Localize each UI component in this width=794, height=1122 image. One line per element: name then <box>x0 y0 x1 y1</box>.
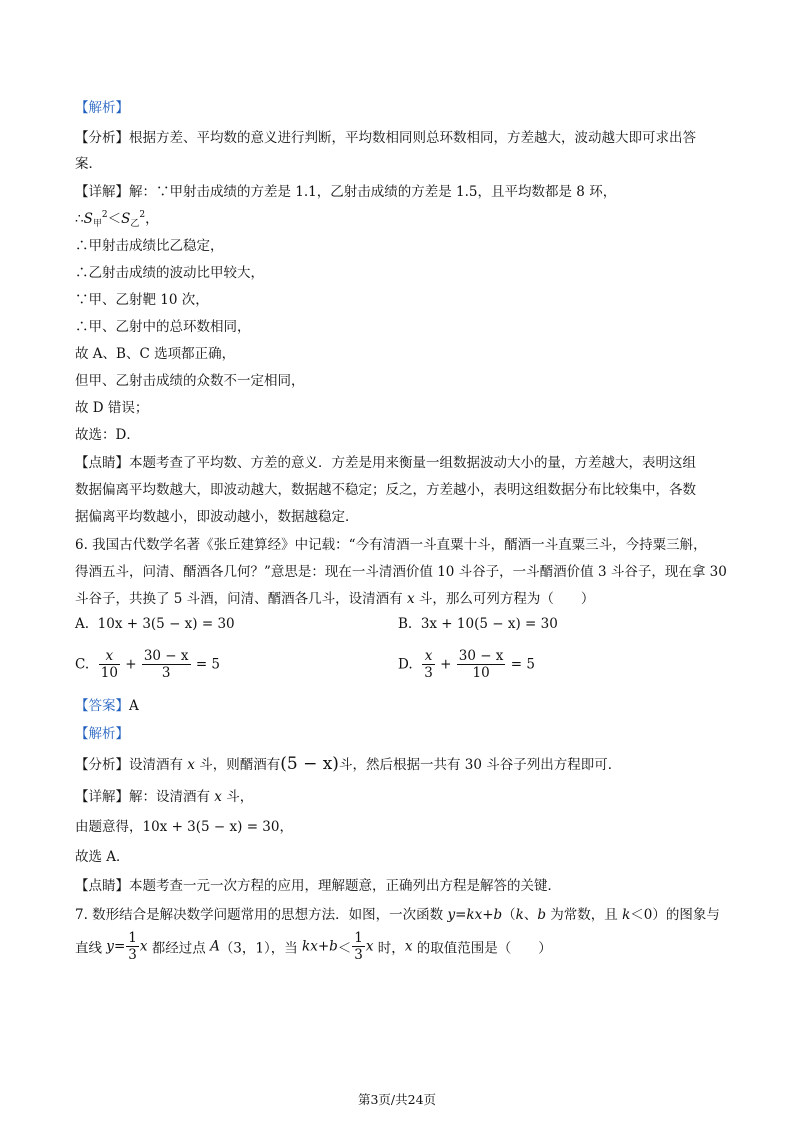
option-a: A. 10x + 3(5 − x) = 30 <box>75 616 235 632</box>
question-6-line: 斗谷子，共换了 5 斗酒，问清、醑酒各几斗，设清酒有 x 斗，那么可列方程为（ ） <box>75 591 595 607</box>
question-7-line: 直线 y= $\frac{1}{3}$ x 都经过点 A（3，1），当 kx+b＜ $\frac{1}{3}$ x 时，x 的取值范围是（ ） <box>75 930 552 963</box>
detail-line: 故选：D． <box>75 427 140 443</box>
option-d-fraction-1: $\frac{x}{3}$ <box>424 648 433 681</box>
option-c-fraction-1: $\frac{x}{10}$ <box>100 648 118 681</box>
detail-line: ∵甲、乙射靶 10 次， <box>75 292 209 308</box>
question-6-line: 6. 我国古代数学名著《张丘建算经》中记载：“今有清酒一斗直粟十斗，醑酒一斗直粟三斗，今持粟三斛， <box>75 537 707 553</box>
analysis-paragraph-line: 【分析】设清酒有 x 斗，则醑酒有(5 − x)斗，然后根据一共有 30 斗谷子列出方程即可． <box>75 754 622 774</box>
variance-compare-line: $\therefore S_甲^2<S_乙^2$， <box>75 210 159 229</box>
detail-line: 【详解】解：设清酒有 x 斗， <box>75 789 254 805</box>
detail-line: 【详解】解：∵甲射击成绩的方差是 1.1，乙射击成绩的方差是 1.5，且平均数都是 8 环， <box>75 184 617 200</box>
comment-line: 【点睛】本题考查了平均数、方差的意义．方差是用来衡量一组数据波动大小的量，方差越大，表明这组 <box>75 455 696 471</box>
comment-line: 【点睛】本题考查一元一次方程的应用，理解题意，正确列出方程是解答的关键． <box>75 878 561 894</box>
analysis-heading: 【解析】 <box>75 726 129 742</box>
analysis-paragraph-line: 案． <box>75 156 102 172</box>
comment-line: 据偏离平均数越小，即波动越小，数据越稳定． <box>75 509 359 525</box>
one-third-fraction: $\frac{1}{3}$ <box>354 930 363 963</box>
comment-line: 数据偏离平均数越大，即波动越大，数据越不稳定；反之，方差越小，表明这组数据分布比较集中，各数 <box>75 482 696 498</box>
option-b-equation: 3x + 10(5 − x) = 30 <box>420 616 558 632</box>
option-a-equation: 10x + 3(5 − x) = 30 <box>97 616 235 632</box>
detail-line: ∴甲、乙射中的总环数相同， <box>75 319 251 335</box>
page-number-footer: 第3页/共24页 <box>357 1092 437 1107</box>
option-c: C. $\frac{x}{10}$ + $\frac{30 - x}{3}$ = 5 <box>75 648 221 681</box>
detail-line: 故选 A． <box>75 849 130 865</box>
detail-line: 但甲、乙射击成绩的众数不一定相同， <box>75 373 305 389</box>
analysis-paragraph-line: 【分析】根据方差、平均数的意义进行判断，平均数相同则总环数相同，方差越大，波动越大即可求出答 <box>75 130 696 146</box>
one-third-fraction: $\frac{1}{3}$ <box>128 930 137 963</box>
detail-line: ∴甲射击成绩比乙稳定， <box>75 238 224 254</box>
question-7-line: 7. 数形结合是解决数学问题常用的思想方法．如图，一次函数 y=kx+b（k、b 为常数，且 k＜0）的图象与 <box>75 907 720 923</box>
option-d: D. $\frac{x}{3}$ + $\frac{30 - x}{10}$ = 5 <box>398 648 535 681</box>
analysis-heading: 【解析】 <box>75 100 129 116</box>
answer-line: 【答案】A <box>75 698 139 714</box>
detail-line: 故 A、B、C 选项都正确， <box>75 346 236 362</box>
option-c-fraction-2: $\frac{30 - x}{3}$ <box>143 648 189 681</box>
detail-line: ∴乙射击成绩的波动比甲较大， <box>75 265 264 281</box>
option-d-fraction-2: $\frac{30 - x}{10}$ <box>458 648 504 681</box>
question-6-line: 得酒五斗，问清、醑酒各几何？”意思是：现在一斗清酒价值 10 斗谷子，一斗醑酒价值 3 斗谷子，现在拿 30 <box>75 564 727 580</box>
option-b: B. 3x + 10(5 − x) = 30 <box>398 616 558 632</box>
detail-line: 故 D 错误； <box>75 400 149 416</box>
detail-line: 由题意得，10x + 3(5 − x) = 30， <box>75 819 293 835</box>
